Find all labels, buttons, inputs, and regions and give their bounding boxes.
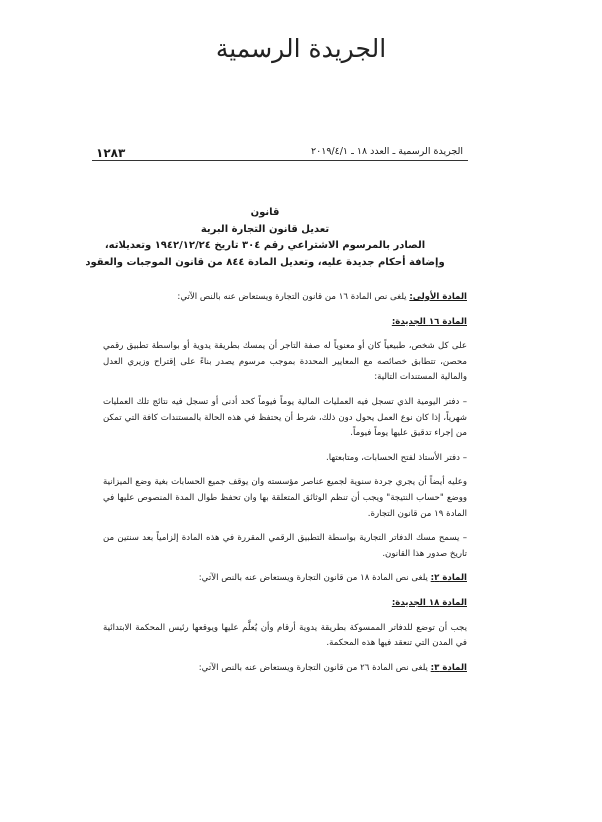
article-18-paragraph-1: يجب أن توضع للدفاتر الممسوكة بطريقة يدوية أرقام وأن يُعلَّم عليها ويوقعها رئيس المحكمة الابتدائية في المدن التي تنعقد فيها هذه المحكمة. [103,622,467,649]
page-number: ١٢٨٣ [96,146,126,160]
article-16-paragraph-2: – دفتر اليومية الذي تسجل فيه العمليات المالية يوماً فيوماً كحد أدنى أو تسجل فيه نتائج تلك العمليات شهرياً، إذا كان نوع العمل يحول دون ذلك، شرط أن يحتفظ في هذه الحالة بالمستندات كافة التي تمكن من إجراء تدقيق عليها يوماً فيوماً. [103,396,467,439]
law-subtitle-1: الصادر بالمرسوم الاشتراعي رقم ٣٠٤ تاريخ ١٩٤٢/١٢/٢٤ وتعديلاته، [104,240,426,251]
article-18-heading: المادة ١٨ الجديدة: [391,597,467,608]
article-2-text: يلغى نص المادة ١٨ من قانون التجارة ويستعاض عنه بالنص الآتي: [198,573,431,584]
article-1-text: يلغى نص المادة ١٦ من قانون التجارة ويستعاض عنه بالنص الآتي: [177,292,410,302]
issue-header: الجريدة الرسمية ـ العدد ١٨ ـ ٢٠١٩/٤/١ [311,146,463,157]
article-16-paragraph-5: – يسمح مسك الدفاتر التجارية بواسطة التطبيق الرقمي المقررة في هذه المادة إلزامياً بعد سنتين من تاريخ صدور هذا القانون. [103,533,467,559]
article-16-paragraph-1: على كل شخص، طبيعياً كان أو معنوياً له صفة التاجر أن يمسك بطريقة يدوية أو بواسطة تطبيق رقمي محصن، تتطابق خصائصه مع المعايير المحددة بموجب مرسوم يصدر بناءً على إقتراح وزيري العدل والمالية المستندات التالية: [103,341,467,383]
article-2-label: المادة ٢: [430,573,467,584]
law-body [103,290,467,685]
law-type: قانون [250,207,280,218]
article-16-heading: المادة ١٦ الجديدة: [391,316,467,327]
article-16-paragraph-4: وعليه أيضاً أن يجري جردة سنوية لجميع عناصر مؤسسته وان يوقف جميع الحسابات بغية وضع الميزانية ووضع "حساب النتيجة" ويجب أن تنظم الوثائق المتعلقة بها وان تحفظ طوال المدة المنصوص عليها في المادة ١٩ من قانون التجارة. [103,477,467,519]
law-subtitle-2: وإضافة أحكام جديدة عليه، وتعديل المادة ٨٤٤ من قانون الموجبات والعقود [85,256,445,268]
article-3-text: يلغى نص المادة ٢٦ من قانون التجارة ويستعاض عنه بالنص الآتي: [198,662,431,673]
article-2 [103,571,467,587]
law-title-block [80,205,450,271]
article-3 [103,661,467,677]
article-1 [103,290,467,306]
article-1-label: المادة الأولى: [409,292,467,302]
gazette-masthead: الجريدة الرسمية [215,34,387,63]
law-title: تعديل قانون التجارة البرية [200,223,330,235]
article-3-label: المادة ٣: [430,662,467,673]
header-rule [92,160,468,161]
article-16-paragraph-3: – دفتر الأستاذ لفتح الحسابات، ومتابعتها. [326,452,467,463]
